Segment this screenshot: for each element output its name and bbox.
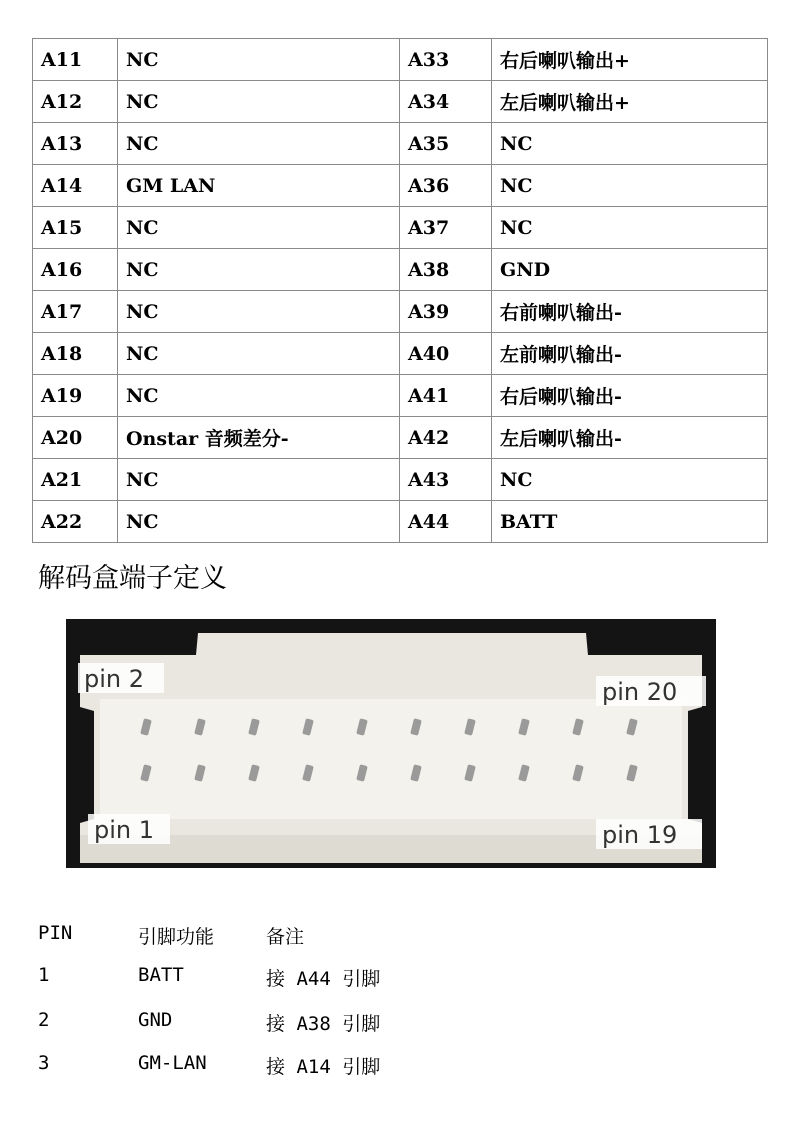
pin-table-body	[33, 39, 768, 543]
cell-function-right: GND	[492, 249, 768, 291]
cell-pin-right: A40	[400, 333, 492, 375]
legend-pin-number: 2	[38, 1009, 50, 1031]
cell-function-right: 左后喇叭输出-	[492, 417, 768, 459]
cell-pin-right: A39	[400, 291, 492, 333]
cell-pin-left: A17	[33, 291, 118, 333]
cell-pin-left: A14	[33, 165, 118, 207]
legend-pin-note: 接 A44 引脚	[266, 968, 381, 990]
cell-pin-left: A13	[33, 123, 118, 165]
legend-pin-number: 3	[38, 1052, 50, 1074]
cell-pin-left: A19	[33, 375, 118, 417]
cell-pin-left: A18	[33, 333, 118, 375]
cell-pin-right: A35	[400, 123, 492, 165]
cell-function-left: NC	[118, 333, 400, 375]
cell-function-left: NC	[118, 39, 400, 81]
label-pin-19: pin 19	[602, 821, 678, 849]
legend-pin-function: GND	[138, 1009, 173, 1031]
table-row	[33, 123, 768, 165]
cell-pin-right: A37	[400, 207, 492, 249]
connector-photo	[66, 619, 716, 868]
cell-function-left: NC	[118, 459, 400, 501]
legend-header-pin: PIN	[38, 922, 73, 944]
cell-function-left: NC	[118, 291, 400, 333]
table-row	[33, 81, 768, 123]
legend-pin-number: 1	[38, 964, 50, 986]
cell-function-right: 右前喇叭输出-	[492, 291, 768, 333]
cell-function-left: NC	[118, 249, 400, 291]
label-pin-2: pin 2	[84, 665, 145, 693]
connector-illustration	[66, 619, 716, 868]
legend-header-note: 备注	[266, 926, 305, 948]
cell-pin-right: A44	[400, 501, 492, 543]
label-pin-20: pin 20	[602, 678, 678, 706]
table-row	[33, 291, 768, 333]
cell-pin-right: A41	[400, 375, 492, 417]
pin-definition-table	[32, 38, 768, 543]
cell-function-left: NC	[118, 375, 400, 417]
cell-pin-right: A38	[400, 249, 492, 291]
table-row	[33, 417, 768, 459]
table-row	[33, 249, 768, 291]
cell-pin-left: A21	[33, 459, 118, 501]
table-row	[33, 501, 768, 543]
cell-pin-right: A34	[400, 81, 492, 123]
cell-function-right: 右后喇叭输出+	[492, 39, 768, 81]
cell-function-left: Onstar 音频差分-	[118, 417, 400, 459]
cell-function-right: NC	[492, 165, 768, 207]
cell-pin-left: A16	[33, 249, 118, 291]
cell-function-left: GM LAN	[118, 165, 400, 207]
table-row	[33, 333, 768, 375]
cell-pin-right: A36	[400, 165, 492, 207]
legend-pin-note: 接 A38 引脚	[266, 1013, 381, 1035]
cell-function-right: 左后喇叭输出+	[492, 81, 768, 123]
table-row	[33, 459, 768, 501]
cell-function-right: 右后喇叭输出-	[492, 375, 768, 417]
cell-pin-left: A11	[33, 39, 118, 81]
cell-function-left: NC	[118, 501, 400, 543]
cell-function-right: NC	[492, 459, 768, 501]
cell-function-right: NC	[492, 207, 768, 249]
legend-pin-function: GM-LAN	[138, 1052, 207, 1074]
legend-header-function: 引脚功能	[138, 926, 215, 948]
cell-pin-left: A15	[33, 207, 118, 249]
label-pin-1: pin 1	[94, 816, 155, 844]
cell-pin-right: A42	[400, 417, 492, 459]
table-row	[33, 207, 768, 249]
section-heading: 解码盒端子定义	[38, 563, 227, 594]
cell-pin-right: A33	[400, 39, 492, 81]
cell-pin-left: A12	[33, 81, 118, 123]
legend-pin-note: 接 A14 引脚	[266, 1056, 381, 1078]
cell-pin-left: A20	[33, 417, 118, 459]
cell-function-left: NC	[118, 123, 400, 165]
connector-cavity	[100, 699, 682, 819]
cell-function-right: 左前喇叭输出-	[492, 333, 768, 375]
cell-function-right: BATT	[492, 501, 768, 543]
legend-pin-function: BATT	[138, 964, 184, 986]
table-row	[33, 375, 768, 417]
cell-function-left: NC	[118, 81, 400, 123]
table-row	[33, 39, 768, 81]
cell-pin-right: A43	[400, 459, 492, 501]
cell-function-right: NC	[492, 123, 768, 165]
cell-pin-left: A22	[33, 501, 118, 543]
table-row	[33, 165, 768, 207]
cell-function-left: NC	[118, 207, 400, 249]
